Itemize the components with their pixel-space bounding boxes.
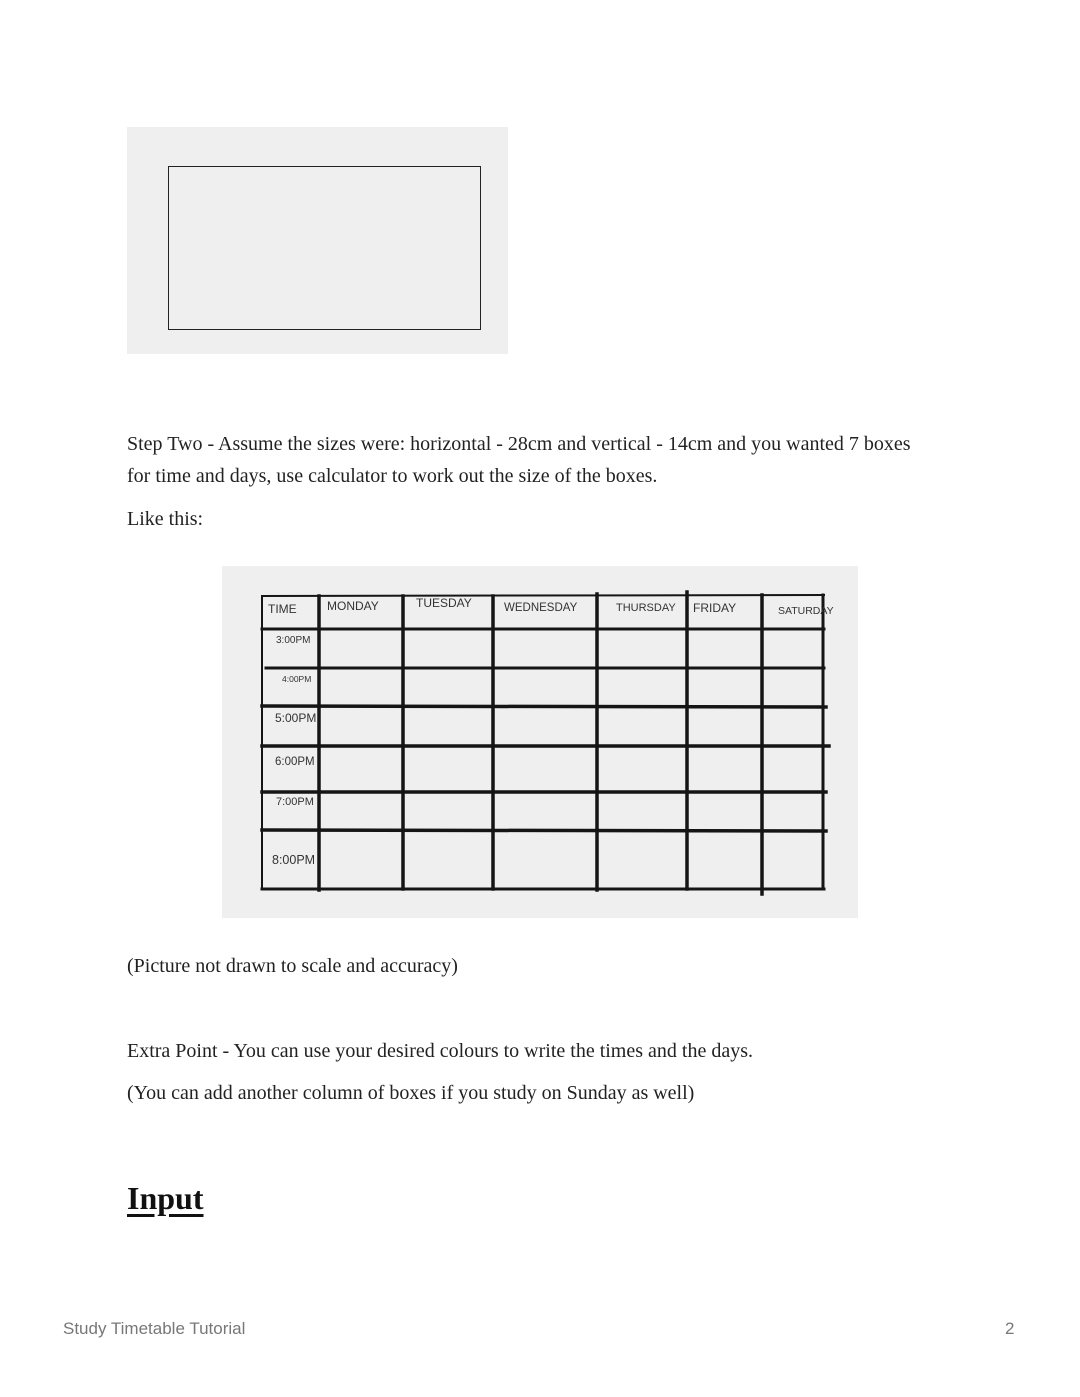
time-label-5pm: 5:00PM xyxy=(275,711,316,725)
header-friday: FRIDAY xyxy=(693,601,737,615)
header-time: TIME xyxy=(268,602,297,616)
input-section-heading: Input xyxy=(127,1180,204,1216)
figure-caption: (Picture not drawn to scale and accuracy) xyxy=(127,955,458,977)
header-wednesday: WEDNESDAY xyxy=(504,602,578,614)
extra-point-paragraph: Extra Point - You can use your desired colours to write the times and the days. xyxy=(127,1040,753,1062)
header-tuesday: TUESDAY xyxy=(416,596,472,610)
page-number: 2 xyxy=(1005,1319,1015,1338)
time-label-4pm: 4:00PM xyxy=(282,674,312,684)
header-thursday: THURSDAY xyxy=(616,602,676,614)
like-this-label: Like this: xyxy=(127,508,204,530)
footer-title: Study Timetable Tutorial xyxy=(63,1319,246,1338)
timetable-grid xyxy=(222,566,858,918)
blank-rectangle-figure xyxy=(127,127,508,354)
grid-line-row-3 xyxy=(262,706,826,707)
header-saturday: SATURDAY xyxy=(778,605,834,617)
time-label-8pm: 8:00PM xyxy=(272,853,316,867)
time-label-6pm: 6:00PM xyxy=(275,756,315,768)
header-monday: MONDAY xyxy=(327,599,379,613)
time-label-3pm: 3:00PM xyxy=(276,635,311,646)
time-label-7pm: 7:00PM xyxy=(276,796,314,808)
sunday-note-paragraph: (You can add another column of boxes if you study on Sunday as well) xyxy=(127,1082,695,1104)
timetable-figure xyxy=(222,566,858,918)
step-two-paragraph: Step Two - Assume the sizes were: horizontal - 28cm and vertical - 14cm and you wanted 7 boxes for time and days, use calculator to work out the size of the boxes. xyxy=(127,433,911,487)
grid-line-top xyxy=(262,595,824,596)
blank-rectangle xyxy=(168,166,481,330)
grid-line-row-6 xyxy=(262,830,826,831)
